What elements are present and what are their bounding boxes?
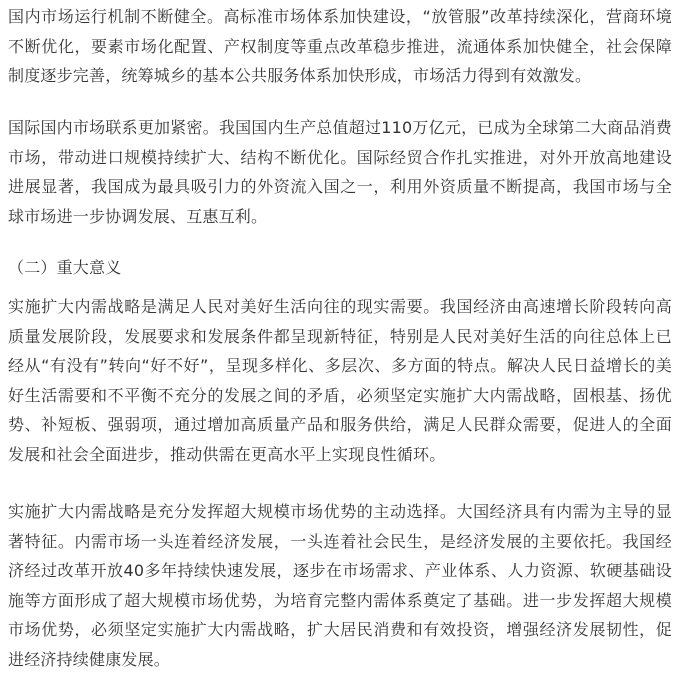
section-heading: （二）重大意义 [8, 258, 122, 277]
paragraph-market-advantage: 实施扩大内需战略是充分发挥超大规模市场优势的主动选择。大国经济具有内需为主导的显著特征。内需市场一头连着经济发展，一头连着社会民生，是经济发展的主要依托。我国经济经过改革开放40多年持续快速发展，逐步在市场需求、产业体系、人力资源、软硬基础设施等方面形成了超大规模市场优势，为培育完整内需体系奠定了基础。进一步发挥超大规模市场优势，必须坚定实施扩大内需战略，扩大居民消费和有效投资，增强经济发展韧性，促进经济持续健康发展。 [8, 502, 672, 669]
paragraph-market-mechanism: 国内市场运行机制不断健全。高标准市场体系加快建设，“放管服”改革持续深化，营商环境不断优化，要素市场化配置、产权制度等重点改革稳步推进，流通体系加快健全，社会保障制度逐步完善，统筹城乡的基本公共服务体系加快形成，市场活力得到有效激发。 [8, 7, 672, 85]
paragraph-international-link: 国际国内市场联系更加紧密。我国国内生产总值超过110万亿元，已成为全球第二大商品消费市场，带动进口规模持续扩大、结构不断优化。国际经贸合作扎实推进，对外开放高地建设进展显著，我国成为最具吸引力的外资流入国之一，利用外资质量不断提高，我国市场与全球市场进一步协调发展、互惠互利。 [8, 118, 672, 226]
paragraph-people-needs: 实施扩大内需战略是满足人民对美好生活向往的现实需要。我国经济由高速增长阶段转向高质量发展阶段，发展要求和发展条件都呈现新特征，特别是人民对美好生活的向往总体上已经从“有没有”转向“好不好”，呈现多样化、多层次、多方面的特点。解决人民日益增长的美好生活需要和不平衡不充分的发展之间的矛盾，必须坚定实施扩大内需战略，固根基、扬优势、补短板、强弱项，通过增加高质量产品和服务供给，满足人民群众需要，促进人的全面发展和社会全面进步，推动供需在更高水平上实现良性循环。 [8, 297, 672, 464]
